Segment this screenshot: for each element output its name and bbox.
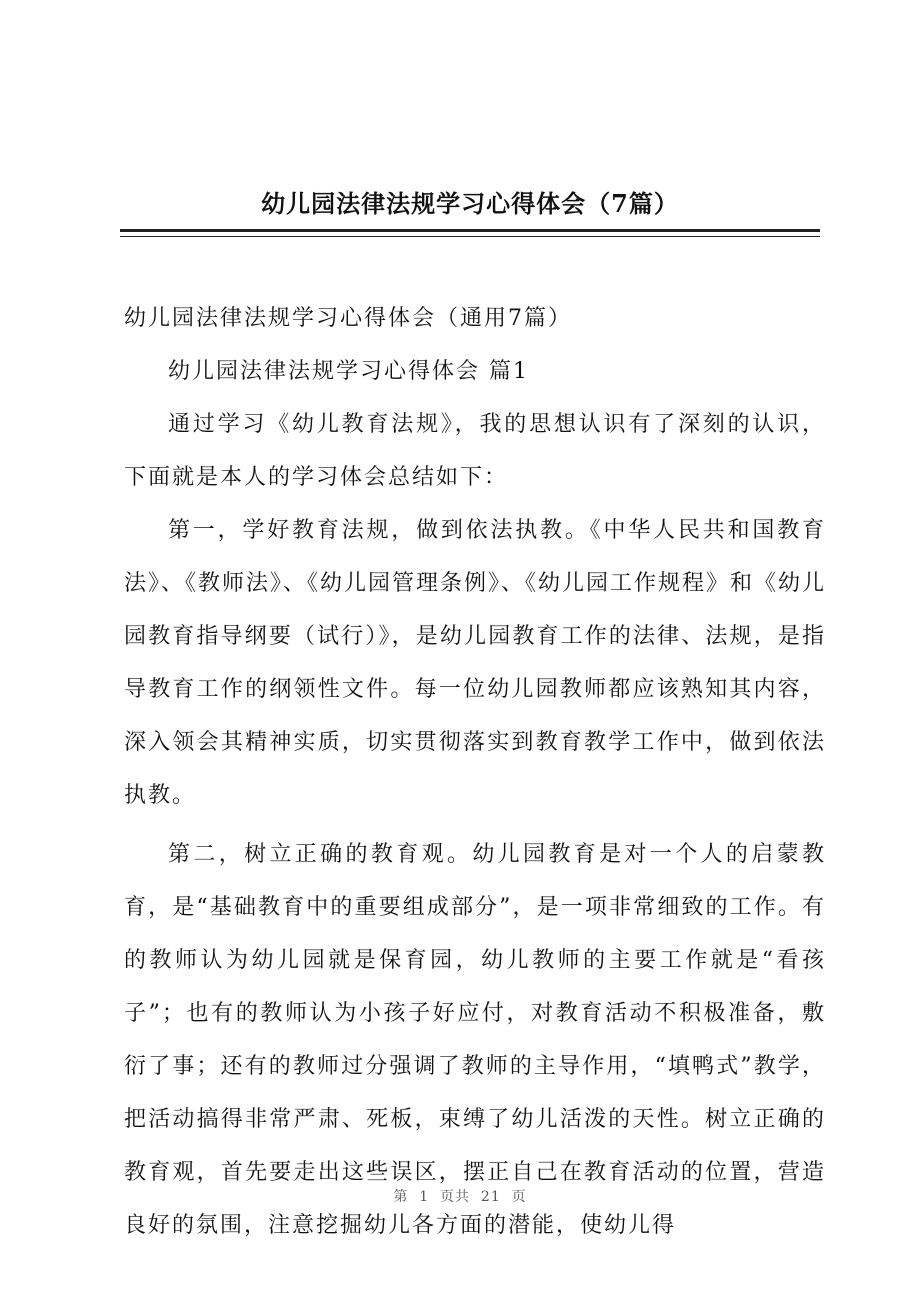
- paragraph-first-point: 第一，学好教育法规，做到依法执教。《中华人民共和国教育法》、《教师法》、《幼儿园管理条例》、《幼儿园工作规程》和《幼儿园教育指导纲要（试行）》，是幼儿园教育工作的法律、法规，是指导教育工作的纲领性文件。每一位幼儿园教师都应该熟知其内容，深入领会其精神实质，切实贯彻落实到教育教学工作中，做到依法执教。: [124, 518, 827, 808]
- paragraph-second-point: 第二，树立正确的教育观。幼儿园教育是对一个人的启蒙教育，是“基础教育中的重要组成部分”，是一项非常细致的工作。有的教师认为幼儿园就是保育园，幼儿教师的主要工作就是“看孩子”；也有的教师认为小孩子好应付，对教育活动不积极准备，敷衍了事；还有的教师过分强调了教师的主导作用，“填鸭式”教学，把活动搞得非常严肃、死板，束缚了幼儿活泼的天性。树立正确的教育观，首先要走出这些误区，摆正自己在教育活动的位置，营造良好的氛围，注意挖掘幼儿各方面的潜能，使幼儿得: [124, 842, 826, 1238]
- page-number-footer: 第 1 页共 21 页: [393, 1189, 527, 1205]
- title-double-rule: [120, 229, 820, 237]
- document-body: [124, 292, 826, 1252]
- document-title: 幼儿园法律法规学习心得体会（7篇）: [261, 189, 679, 218]
- section-heading: 幼儿园法律法规学习心得体会 篇1: [168, 359, 529, 384]
- document-subtitle: 幼儿园法律法规学习心得体会（通用7篇）: [124, 306, 572, 331]
- paragraph-intro: 通过学习《幼儿教育法规》，我的思想认识有了深刻的认识，下面就是本人的学习体会总结如下：: [124, 412, 826, 490]
